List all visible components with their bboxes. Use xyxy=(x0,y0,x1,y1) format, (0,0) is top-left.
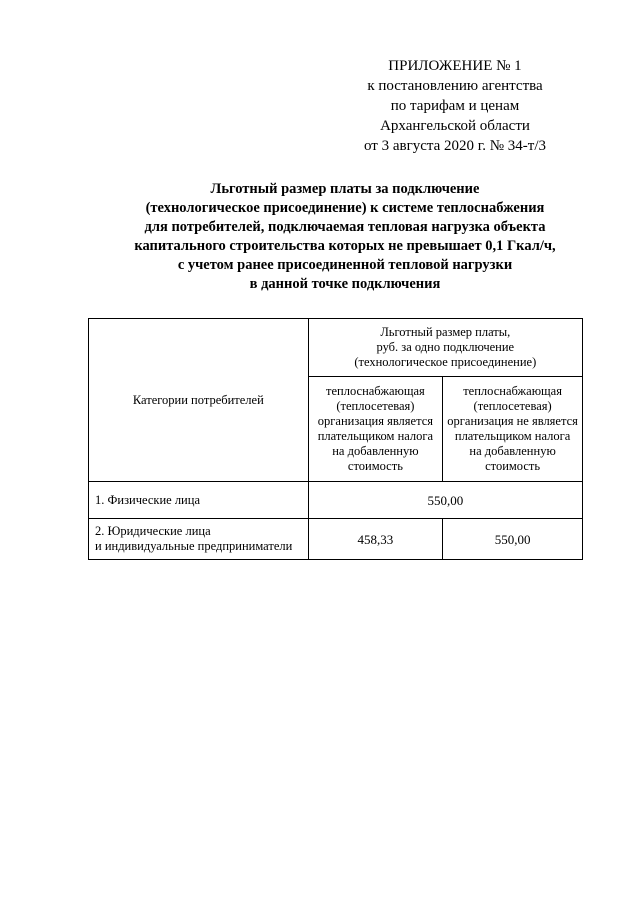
category-label: и индивидуальные предприниматели xyxy=(95,539,293,553)
category-header-cell xyxy=(89,319,309,482)
non-vat-payer-fee-cell xyxy=(443,519,583,560)
fee-header-cell xyxy=(308,319,582,377)
fee-header-line: Льготный размер платы, xyxy=(380,325,511,339)
fee-value: 550,00 xyxy=(494,531,531,547)
title-line: (технологическое присоединение) к системе теплоснабжения xyxy=(145,200,545,216)
category-cell xyxy=(89,519,309,560)
appendix-line: от 3 августа 2020 г. № 34-т/3 xyxy=(363,138,547,154)
appendix-header xyxy=(350,56,560,156)
non-vat-payer-header-line: плательщиком налога xyxy=(454,429,571,443)
vat-payer-header-line: стоимость xyxy=(347,459,403,473)
vat-payer-header-line: (теплосетевая) xyxy=(336,399,415,413)
title-line: с учетом ранее присоединенной тепловой нагрузки xyxy=(177,257,513,273)
vat-payer-header-line: организация является xyxy=(317,414,434,428)
title-line: Льготный размер платы за подключение xyxy=(210,181,480,197)
category-label: 2. Юридические лица xyxy=(95,524,211,538)
appendix-line: по тарифам и ценам xyxy=(390,98,520,114)
non-vat-payer-header-line: теплоснабжающая xyxy=(463,384,562,398)
fee-value: 550,00 xyxy=(427,492,464,508)
title-line: в данной точке подключения xyxy=(249,276,441,292)
fee-header-line: руб. за одно подключение xyxy=(376,340,515,354)
appendix-line: Архангельской области xyxy=(380,118,530,134)
vat-payer-fee-cell xyxy=(308,519,443,560)
non-vat-payer-header-line: организация не является xyxy=(447,414,578,428)
appendix-line: ПРИЛОЖЕНИЕ № 1 xyxy=(388,58,522,74)
title-line: для потребителей, подключаемая тепловая нагрузка объекта xyxy=(144,219,546,235)
vat-payer-header-line: плательщиком налога xyxy=(317,429,434,443)
vat-payer-header-line: теплоснабжающая xyxy=(326,384,425,398)
non-vat-payer-header-line: стоимость xyxy=(485,459,541,473)
document-title xyxy=(60,180,630,294)
fee-header-line: (технологическое присоединение) xyxy=(354,355,537,369)
appendix-line: к постановлению агентства xyxy=(367,78,543,94)
vat-payer-header-line: на добавленную xyxy=(332,444,419,458)
vat-payer-header-cell xyxy=(308,377,443,482)
category-label: 1. Физические лица xyxy=(95,492,200,507)
non-vat-payer-header-line: на добавленную xyxy=(469,444,556,458)
table-row xyxy=(89,482,583,519)
table-row xyxy=(89,519,583,560)
category-cell xyxy=(89,482,309,519)
merged-fee-cell xyxy=(308,482,582,519)
title-line: капитального строительства которых не превышает 0,1 Гкал/ч, xyxy=(134,238,556,254)
non-vat-payer-header-cell xyxy=(443,377,583,482)
non-vat-payer-header-line: (теплосетевая) xyxy=(473,399,552,413)
fee-table xyxy=(88,318,583,560)
fee-value: 458,33 xyxy=(357,531,394,547)
category-header: Категории потребителей xyxy=(132,392,264,407)
